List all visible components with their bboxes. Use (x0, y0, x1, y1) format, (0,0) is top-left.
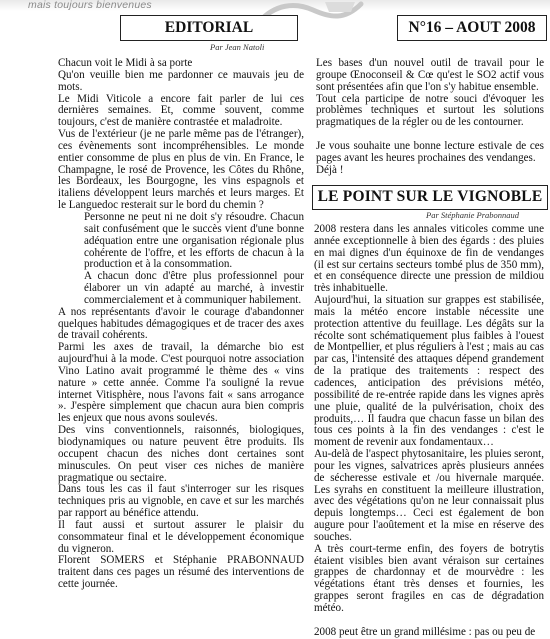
vignoble-paragraph: Aujourd'hui, la situation sur grappes est stabilisée, mais la météo encore instable nécessite une protection attentive du feuillage. Les dégâts sur la récolte sont schématiquement plus faibles à l'ouest de Montpellier, et plus réguliers à l'est ; mais au cas par cas, l'intensité des attaques dépend grandement de la pratique des traitements : respect des cadences, anticipation des prévisions météo, possibilité de re-entrée rapide dans les vignes après une pluie, qualité de la pulvérisation, choix des produits,… Il faudra que chacun fasse un bilan des tous ces points à la fin des vendanges : c'est le moment de revenir aux fondamentaux… (314, 294, 544, 449)
editorial-column (58, 58, 304, 591)
editorial-paragraph: Des vins conventionnels, raisonnés, biologiques, biodynamiques ou nature peuvent être produits. Ils occupent chacun des niches dont certaines sont minuscules. On peut viser ces niches de manière pragmatique ou sectaire. (58, 424, 304, 484)
editorial-paragraph: Personne ne peut ni ne doit s'y résoudre. Chacun sait confusément que le succès vient d'une bonne adéquation entre une organisation régionale plus cohérente de l'offre, et les efforts de chacun à la production et à la consommation. (84, 210, 304, 271)
vignoble-paragraph: Au-delà de l'aspect phytosanitaire, les pluies seront, pour les vignes, salvatrices après plusieurs années de sécheresse estivale et /ou hivernale marquée. Les syrahs en constituent la meilleure illustration, avec des végétations qu'on ne leur connaissait plus depuis longtemps… Ceci est également de bon augure pour l'aoûtement et la mise en réserve des souches. (314, 448, 544, 543)
continuation-paragraph: Les bases d'un nouvel outil de travail pour le groupe Œnoconseil & Cœ qu'est le SO2 actif vous sont présentées afin que l'on s'y habitue ensemble. (316, 57, 544, 93)
issue-number: N°16 – AOUT 2008 (397, 15, 547, 41)
vignoble-paragraph: 2008 peut être un grand millésime : pas ou peu de (314, 625, 536, 638)
editorial-title: EDITORIAL (120, 15, 298, 41)
editorial-paragraph: Parmi les axes de travail, la démarche bio est aujourd'hui à la mode. C'est pourquoi notre association Vino Latino avait programmé le thème des « vins nature » cette année. Comme l'a souligné la revue internet Vitisphère, nous l'avons fait « sans arrogance ». J'espère simplement que chacun aura bien compris les enjeux que nous avons soulevés. (58, 341, 304, 425)
vignoble-title: LE POINT SUR LE VIGNOBLE (312, 185, 548, 210)
vignoble-byline: Par Stéphanie Prabonnaud (426, 210, 520, 220)
editorial-byline: Par Jean Natoli (210, 42, 265, 52)
vignoble-column (314, 224, 544, 639)
editorial-paragraph: Vus de l'extérieur (je ne parle même pas de l'étranger), ces évènements sont incompréhensibles. Le monde entier consomme de plus en plus de vin. En France, le Champagne, le rosé de Provence, les Côtes du Rhône, les Bordeaux, les Bourgogne, les vins espagnols et italiens développent leurs marchés et leurs marges. Et le Languedoc resterait sur le bord du chemin ? (58, 128, 304, 212)
continuation-paragraph: Tout cela participe de notre souci d'évoquer les problèmes techniques et surtout les solutions pragmatiques de la régler ou de les contourner. (316, 92, 544, 129)
editorial-paragraph: A chacun donc d'être plus professionnel pour élaborer un vin adapté au marché, à investir commercialement et à communiquer habilement. (84, 270, 304, 306)
continuation-signoff: Déjà ! (316, 163, 344, 176)
editorial-paragraph: Il faut aussi et surtout assurer le plaisir du consommateur final et le développement économique du vigneron. (58, 518, 304, 555)
editorial-paragraph: Qu'on veuille bien me pardonner ce mauvais jeu de mots. (58, 68, 304, 93)
continuation-paragraph: Je vous souhaite une bonne lecture estivale de ces pages avant les heures prochaines des vendanges. (316, 139, 544, 164)
editorial-continuation (316, 58, 544, 176)
editorial-paragraph: Le Midi Viticole a encore fait parler de lui ces dernières semaines. Et, comme souvent, comme toujours, c'est de manière contrastée et maladroite. (58, 92, 304, 129)
vignoble-paragraph: A très court-terme enfin, des foyers de botrytis étaient visibles bien avant véraison sur certaines grappes de chardonnay et de mourvèdre : les végétations étant très denses et fournies, les grappes seront fragiles en cas de dégradation météo. (314, 542, 544, 614)
editorial-paragraph: Florent SOMERS et Stéphanie PRABONNAUD traitent dans ces pages un résumé des interventions de cette journée. (58, 554, 304, 591)
editorial-paragraph: Dans tous les cas il faut s'interroger sur les risques techniques pris au vignoble, en cave et sur les marchés par rapport au bénéfice attendu. (58, 483, 304, 520)
vignoble-paragraph: 2008 restera dans les annales viticoles comme une année exceptionnelle à bien des égards : des pluies en mai dignes d'un équinoxe de fin de vendanges (il est sur certains secteurs tombé plus de 350 mm), et en conséquence directe une pression de mildiou très inhabituelle. (314, 223, 544, 295)
editorial-paragraph: A nos représentants d'avoir le courage d'abandonner quelques habitudes démagogiques et de tracer des axes de travail cohérents. (58, 305, 304, 342)
newsletter-tagline: mais toujours bienvenues (28, 0, 152, 11)
editorial-paragraph: Chacun voit le Midi à sa porte (58, 57, 193, 69)
spacer (314, 615, 544, 627)
